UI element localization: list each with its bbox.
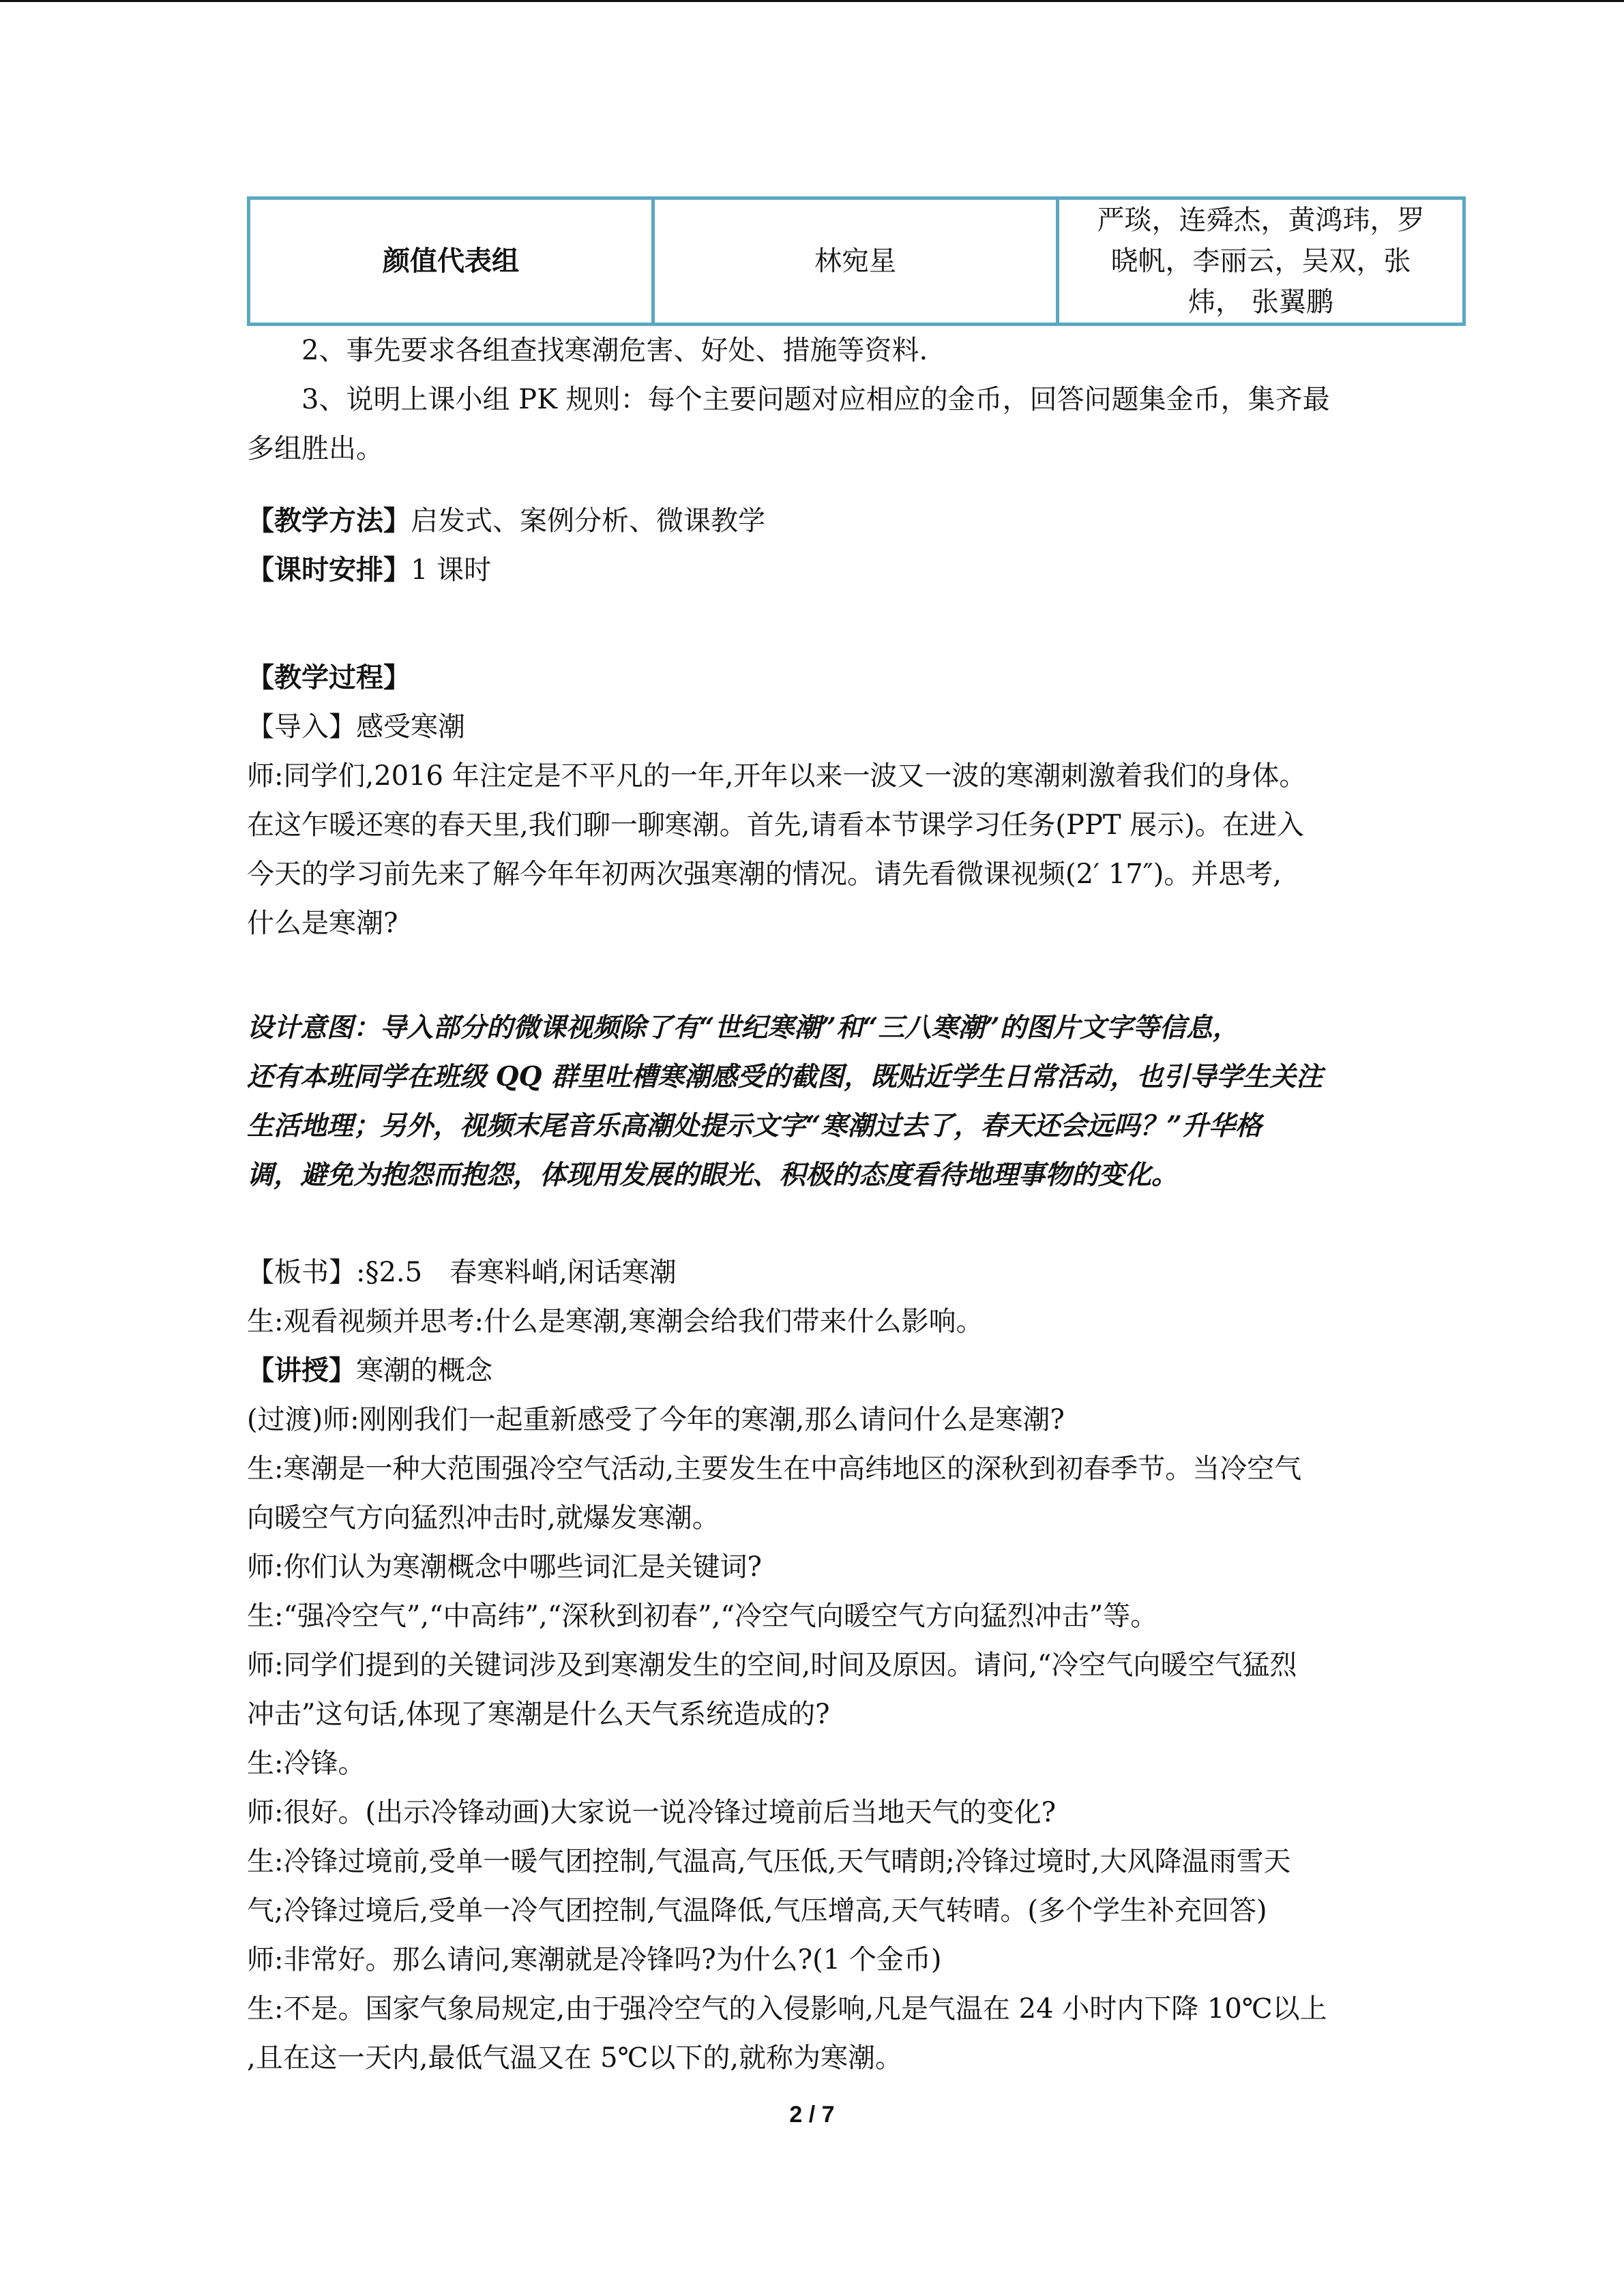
class-schedule-label: 【课时安排】 [247, 554, 411, 586]
lecture-line: 向暖空气方向猛烈冲击时,就爆发寒潮。 [247, 1502, 720, 1534]
lecture-line: 生:不是。国家气象局规定,由于强冷空气的入侵影响,凡是气温在 24 小时内下降 10℃以上 [247, 1993, 1327, 2025]
intro-heading-label: 【导入】 [247, 711, 356, 743]
table-row [249, 198, 1464, 325]
lecture-section [247, 1248, 1378, 2083]
lecture-line: 师:同学们提到的关键词涉及到寒潮发生的空间,时间及原因。请问,“冷空气向暖空气猛烈 [247, 1650, 1297, 1681]
process-heading: 【教学过程】 [247, 662, 411, 694]
page-number: 2 / 7 [789, 2102, 835, 2128]
group-name-cell: 颜值代表组 [249, 198, 653, 325]
lecture-line: 师:非常好。那么请问,寒潮就是冷锋吗?为什么?(1 个金币) [247, 1944, 942, 1976]
design-intent-line: 设计意图：导入部分的微课视频除了有“世纪寒潮”和“三八寒潮”的图片文字等信息， [247, 1012, 1239, 1043]
design-intent [247, 1003, 1378, 1199]
members-line: 严琰，连舜杰，黄鸿玮，罗 [1097, 205, 1425, 236]
intro-line: 师:同学们,2016 年注定是不平凡的一年,开年以来一波又一波的寒潮刺激着我们的身体。 [247, 760, 1307, 792]
design-intent-line: 还有本班同学在班级 QQ 群里吐槽寒潮感受的截图，既贴近学生日常活动，也引导学生关注 [247, 1061, 1323, 1092]
lecture-line: 师:你们认为寒潮概念中哪些词汇是关键词? [247, 1551, 762, 1583]
lecture-line: 生:冷锋过境前,受单一暖气团控制,气温高,气压低,天气晴朗;冷锋过境时,大风降温雨雪天 [247, 1846, 1291, 1877]
intro-line: 今天的学习前先来了解今年年初两次强寒潮的情况。请先看微课视频(2′ 17″)。并思考, [247, 859, 1282, 890]
process-section [247, 653, 1378, 948]
group-table [247, 196, 1466, 326]
group-leader-cell: 林宛星 [653, 198, 1058, 325]
lecture-line: 生:冷锋。 [247, 1748, 366, 1779]
lecture-heading-label: 【讲授】 [247, 1355, 356, 1386]
lecture-line: 生:寒潮是一种大范围强冷空气活动,主要发生在中高纬地区的深秋到初春季节。当冷空气 [247, 1453, 1302, 1485]
prep-steps [247, 326, 1378, 473]
meta-section [247, 496, 1378, 595]
board-line: 【板书】:§2.5 春寒料峭,闲话寒潮 [247, 1257, 677, 1288]
teaching-method-text: 启发式、案例分析、微课教学 [411, 505, 765, 537]
lecture-line: 生:“强冷空气”,“中高纬”,“深秋到初春”,“冷空气向暖空气方向猛烈冲击”等。 [247, 1600, 1158, 1632]
lecture-line: 气;冷锋过境后,受单一冷气团控制,气温降低,气压增高,天气转晴。(多个学生补充回答) [247, 1895, 1267, 1926]
class-schedule [247, 546, 1378, 595]
lecture-line: (过渡)师:刚刚我们一起重新感受了今年的寒潮,那么请问什么是寒潮? [247, 1404, 1065, 1435]
group-members-cell [1058, 198, 1464, 325]
intro-heading [247, 702, 1378, 751]
teaching-method [247, 496, 1378, 546]
design-intent-line: 生活地理；另外，视频末尾音乐高潮处提示文字“寒潮过去了，春天还会远吗？”升华格 [247, 1110, 1262, 1142]
intro-heading-text: 感受寒潮 [356, 711, 465, 743]
lecture-line: ,且在这一天内,最低气温又在 5℃以下的,就称为寒潮。 [247, 2042, 903, 2074]
members-line: 晓帆，李丽云，吴双，张 [1110, 245, 1411, 277]
top-border-rule [0, 0, 1624, 2]
design-intent-line: 调，避免为抱怨而抱怨，体现用发展的眼光、积极的态度看待地理事物的变化。 [247, 1159, 1179, 1191]
prep-step-2: 2、事先要求各组查找寒潮危害、好处、措施等资料. [301, 335, 928, 366]
prep-step-3: 3、说明上课小组 PK 规则：每个主要问题对应相应的金币，回答问题集金币，集齐最 [301, 384, 1330, 415]
student-watch-line: 生:观看视频并思考:什么是寒潮,寒潮会给我们带来什么影响。 [247, 1306, 984, 1337]
teaching-method-label: 【教学方法】 [247, 505, 411, 537]
lecture-line: 冲击”这句话,体现了寒潮是什么天气系统造成的? [247, 1699, 830, 1730]
intro-line: 在这乍暖还寒的春天里,我们聊一聊寒潮。首先,请看本节课学习任务(PPT 展示)。在进入 [247, 809, 1304, 841]
lecture-heading-text: 寒潮的概念 [356, 1355, 492, 1386]
members-line: 炜， 张翼鹏 [1188, 286, 1333, 318]
intro-line: 什么是寒潮? [247, 908, 398, 939]
class-schedule-text: 1 课时 [411, 554, 492, 586]
lecture-line: 师:很好。(出示冷锋动画)大家说一说冷锋过境前后当地天气的变化? [247, 1797, 1057, 1828]
prep-step-3-cont: 多组胜出。 [247, 433, 383, 464]
lecture-heading [247, 1346, 1378, 1395]
